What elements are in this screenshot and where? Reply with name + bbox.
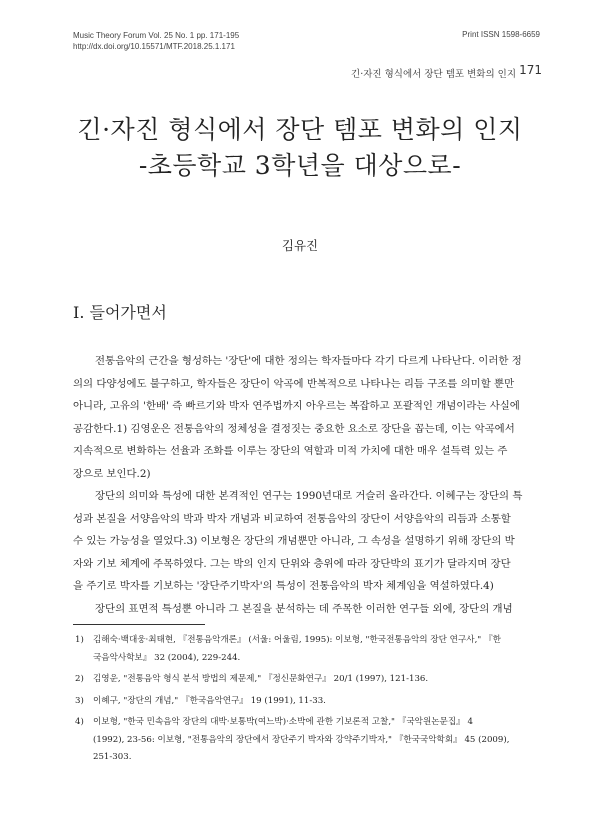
footnote-4: [73, 714, 543, 767]
text-line: 전통음악의 근간을 형성하는 '장단'에 대한 정의는 학자들마다 각기 다르게 나타난다. 이러한 정: [95, 355, 522, 367]
text-line: 지속적으로 변화하는 선율과 조화를 이루는 장단의 역할과 미적 가치에 대한 매우 설득력 있는 주: [73, 445, 508, 457]
paper-title: [0, 112, 600, 184]
text-line: 장으로 보인다.2): [73, 467, 151, 480]
text-line: 공감한다.1) 김영운은 전통음악의 정체성을 결정짓는 중요한 요소로 장단을 꼽는데, 이는 악곡에서: [73, 422, 515, 435]
paragraph-3: [73, 598, 535, 621]
body-text: [73, 350, 535, 620]
footnote-text: 국음악사학보』 32 (2004), 229-244.: [93, 652, 241, 663]
footnote-text: 김영운, "전통음악 형식 분석 방법의 제문제," 『정신문화연구』 20/1 (1997), 121-136.: [93, 674, 429, 684]
footnote-number: 4): [75, 717, 84, 727]
footnote-text: 이보형, "한국 민속음악 장단의 대박·보통박(여느박)·소박에 관한 기보론적 고찰," 『국악원논문집』 4: [93, 717, 473, 727]
footnote-text: 이혜구, "장단의 개념," 『한국음악연구』 19 (1991), 11-33.: [93, 695, 326, 706]
author-name: 김유진: [281, 238, 319, 253]
text-line: 을 주기로 박자를 기보하는 '장단주기박자'의 특성이 전통음악의 박자 체계임을 역설하였다.4): [73, 580, 494, 592]
footnote-3: [73, 693, 543, 711]
footnotes: [73, 632, 543, 771]
journal-meta: [73, 30, 239, 52]
title-subtitle: -초등학교 3학년을 대상으로-: [138, 151, 462, 180]
issn: Print ISSN 1598-6659: [462, 30, 540, 39]
footnote-text: 251-303.: [93, 752, 132, 762]
doi-link[interactable]: http://dx.doi.org/10.15571/MTF.2018.25.1.171: [73, 42, 235, 51]
footnote-1: [73, 632, 543, 667]
text-line: 성과 본질을 서양음악의 박과 박자 개념과 비교하여 전통음악의 장단이 서양음악의 리듬과 소통할: [73, 512, 511, 525]
footnote-text: 김해숙·백대웅·최태현, 『전통음악개론』 (서울: 어울림, 1995): 이보형, "한국전통음악의 장단 연구사," 『한: [93, 635, 501, 645]
footnote-number: 1): [75, 635, 84, 645]
footnote-number: 3): [75, 695, 84, 706]
text-line: 수 있는 가능성을 열었다.3) 이보형은 장단의 개념뿐만 아니라, 그 속성을 설명하기 위해 장단의 박: [73, 535, 515, 547]
journal-citation: Music Theory Forum Vol. 25 No. 1 pp. 171-195: [73, 31, 240, 40]
footnote-rule: [73, 624, 205, 625]
section-heading: I. 들어가면서: [73, 303, 167, 322]
footnote-2: [73, 671, 543, 689]
footnote-number: 2): [75, 674, 84, 684]
paragraph-1: [73, 350, 535, 485]
text-line: 아니라, 고유의 '한배' 즉 빠르기와 박자 연주법까지 아우르는 복잡하고 포괄적인 개념이라는 사실에: [73, 400, 520, 412]
text-line: 의의 다양성에도 불구하고, 학자들은 장단이 악곡에 반복적으로 나타나는 리듬 구조를 의미할 뿐만: [73, 377, 515, 390]
paragraph-2: [73, 485, 535, 598]
text-line: 장단의 의미와 특성에 대한 본격적인 연구는 1990년대로 거슬러 올라간다. 이혜구는 장단의 특: [95, 490, 523, 502]
text-line: 장단의 표면적 특성뿐 아니라 그 본질을 분석하는 데 주목한 이러한 연구들 외에, 장단의 개념: [95, 602, 513, 615]
running-head: 긴·자진 형식에서 장단 템포 변화의 인지: [351, 69, 516, 80]
title-main: 긴·자진 형식에서 장단 템포 변화의 인지: [77, 115, 523, 144]
footnote-text: (1992), 23-56: 이보형, "전통음악의 장단에서 장단주기 박자와 강약주기박자," 『한국국악학회』 45 (2009),: [93, 734, 510, 745]
page-number: 171: [519, 63, 542, 77]
text-line: 자와 기보 체계에 주목하였다. 그는 박의 인지 단위와 층위에 따라 장단박의 표기가 달라지며 장단: [73, 557, 511, 570]
